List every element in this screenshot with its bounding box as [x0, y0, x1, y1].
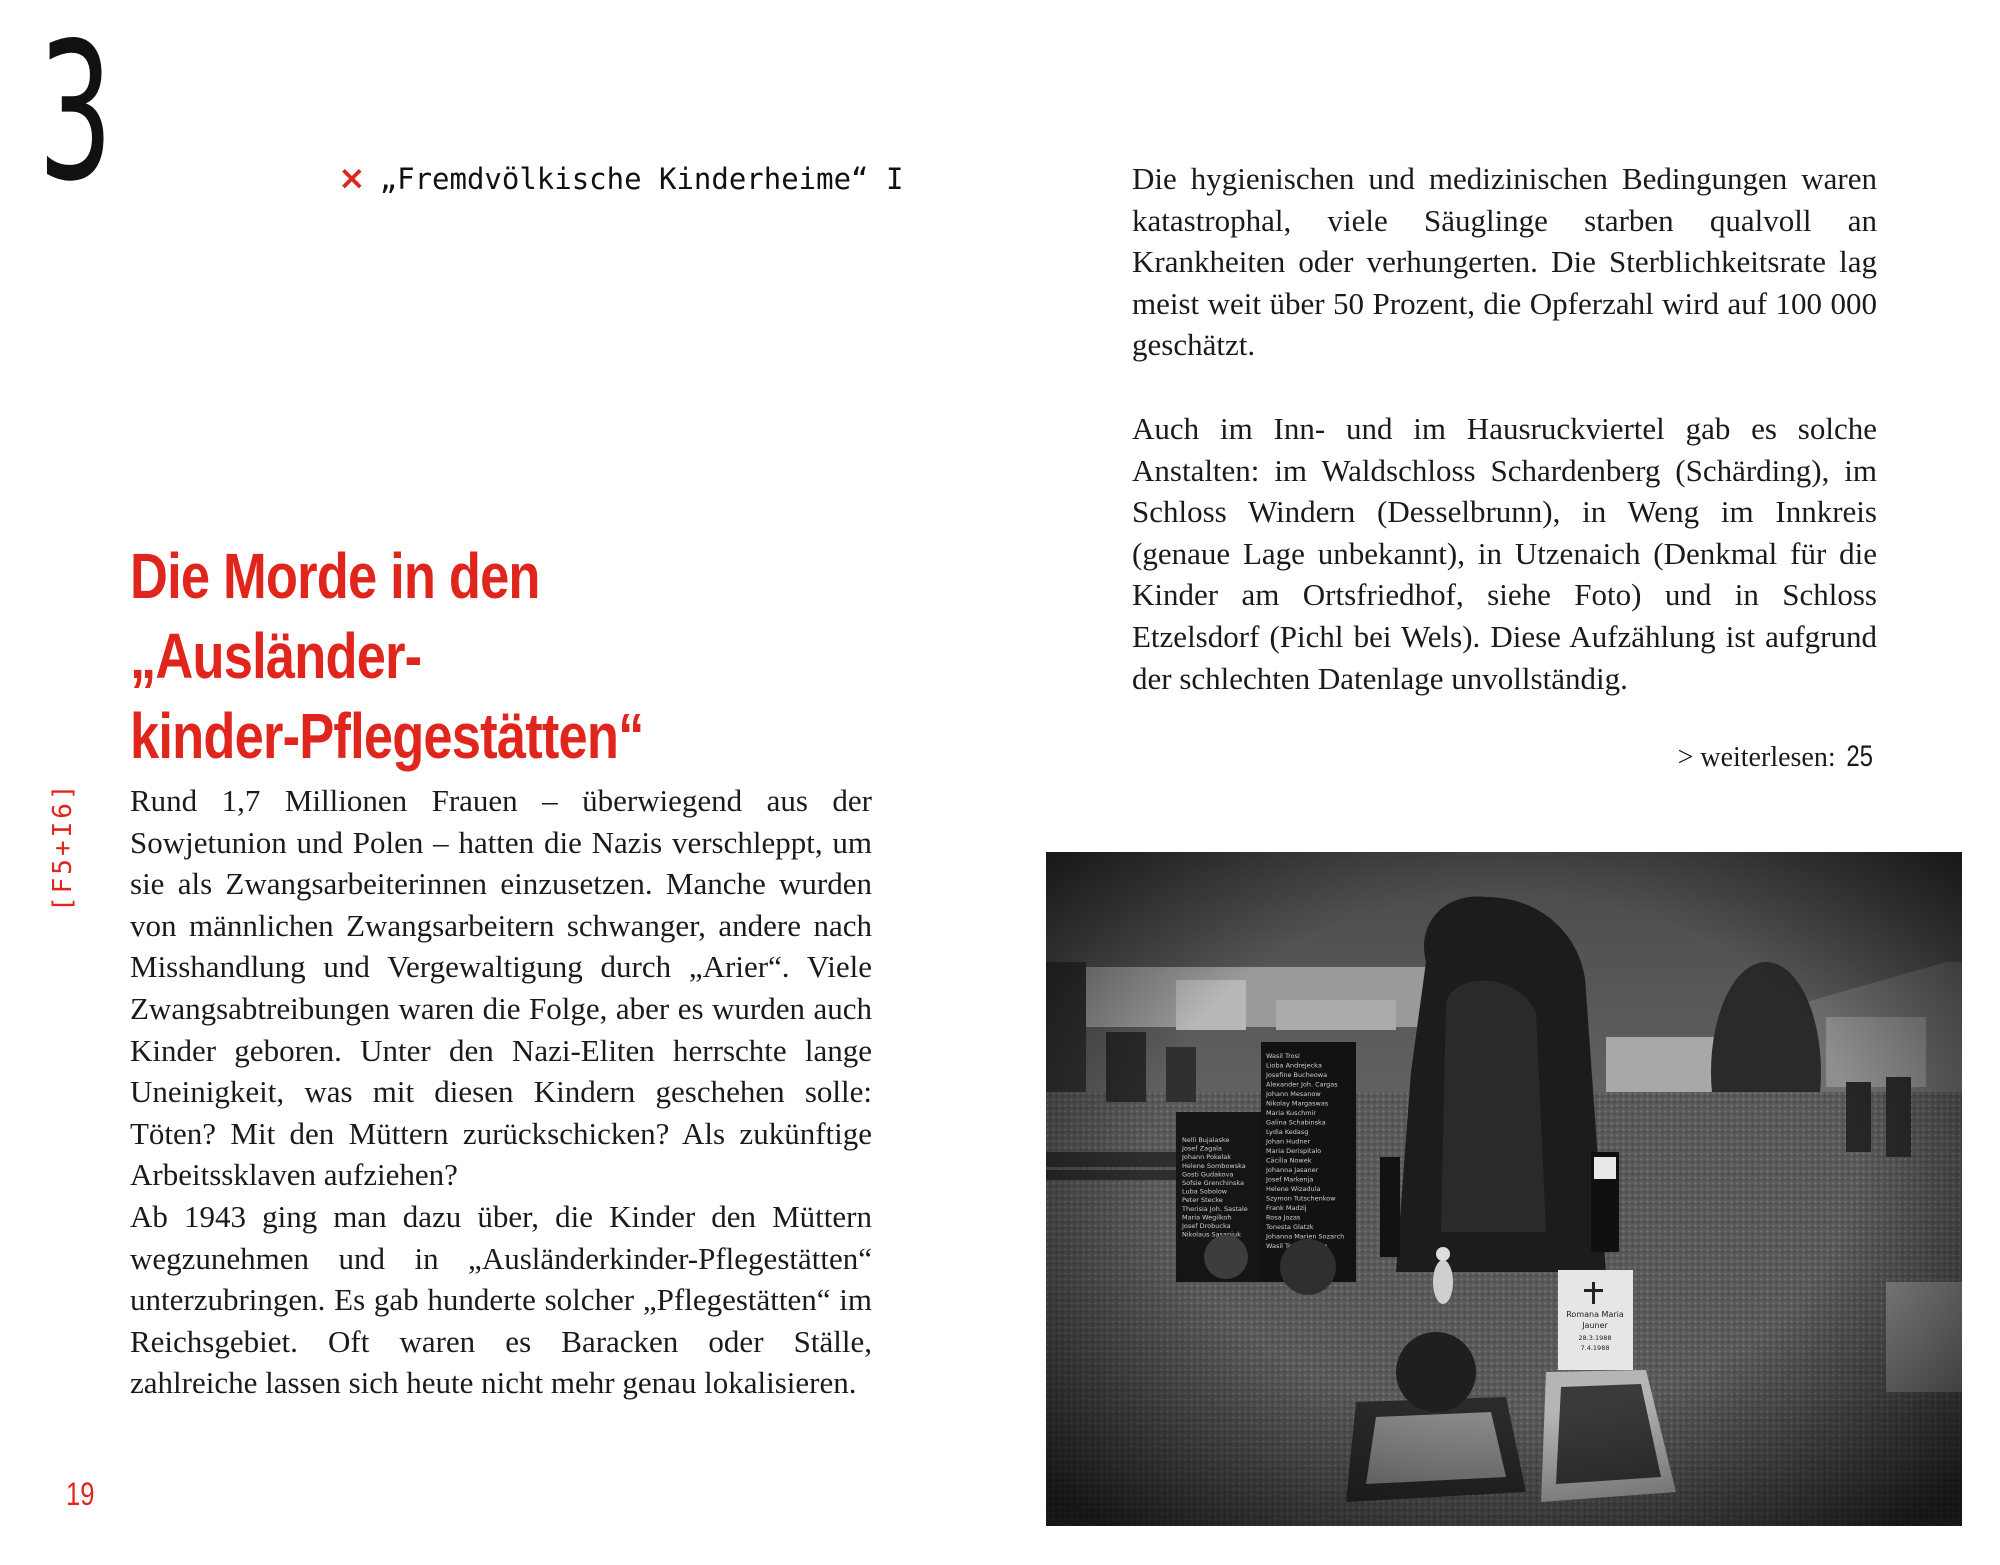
headline-line-1: Die Morde in den „Ausländer-	[130, 540, 540, 692]
left-paragraph-1: Rund 1,7 Millionen Frauen – überwiegend aus der Sowjetunion und Polen – hatten die Nazis verschleppt, um sie als Zwangsarbeiterinnen einzusetzen. Manche wurden von männlichen Zwangsarbeitern schwanger, andere nach Misshandlung und Vergewaltigung durch „Arier“. Viele Zwangsabtreibungen waren die Folge, aber es wurden auch Kinder geboren. Unter den Nazi-Eliten herrschte lange Uneinigkeit, was mit diesen Kindern geschehen solle: Töten? Mit den Müttern zurückschicken? Als zukünftige Arbeitssklaven aufziehen?	[130, 783, 872, 1193]
read-more-label: > weiterlesen:	[1677, 742, 1836, 773]
right-paragraph-1: Die hygienischen und medizinischen Bedingungen waren katastrophal, viele Säuglinge starben qualvoll an Krankheiten oder verhungerten. Die Sterblichkeitsrate lag meist weit über 50 Prozent, die Opferzahl wird auf 100 000 geschätzt.	[1132, 161, 1877, 363]
left-paragraph-2: Ab 1943 ging man dazu über, die Kinder den Müttern wegzunehmen und in „Ausländerkinder-Pflegestätten“ unterzubringen. Es gab hunderte solcher „Pflegestätten“ im Reichsgebiet. Oft waren es Baracken oder Ställe, zahlreiche lassen sich heute nicht mehr genau lokalisieren.	[130, 1198, 872, 1401]
side-reference-code: [F5+I6]	[48, 781, 78, 912]
close-x-icon: ×	[338, 158, 366, 197]
left-column	[130, 780, 872, 1404]
cemetery-photo-illustration	[1046, 852, 1962, 1526]
cemetery-photo	[1046, 852, 1962, 1526]
chapter-number: 3	[38, 2, 113, 223]
headline-line-2: kinder-Pflegestätten“	[130, 700, 644, 772]
read-more-link[interactable]	[1678, 740, 1876, 774]
headline	[130, 536, 819, 776]
section-title-text: „Fremdvölkische Kinderheime“ I	[379, 162, 904, 196]
right-column	[1132, 158, 1877, 699]
read-more-page: 25	[1845, 740, 1873, 773]
section-title	[338, 158, 903, 197]
right-paragraph-2: Auch im Inn- und im Hausruckviertel gab es solche Anstalten: im Waldschloss Schardenberg (Schärding), im Schloss Windern (Desselbrunn), in Weng im Innkreis (genaue Lage unbekannt), in Utzenaich (Denkmal für die Kinder am Ortsfriedhof, siehe Foto) und in Schloss Etzelsdorf (Pichl bei Wels). Diese Aufzählung ist aufgrund der schlechten Datenlage unvollständig.	[1132, 410, 1877, 696]
page-number: 19	[66, 1476, 95, 1512]
